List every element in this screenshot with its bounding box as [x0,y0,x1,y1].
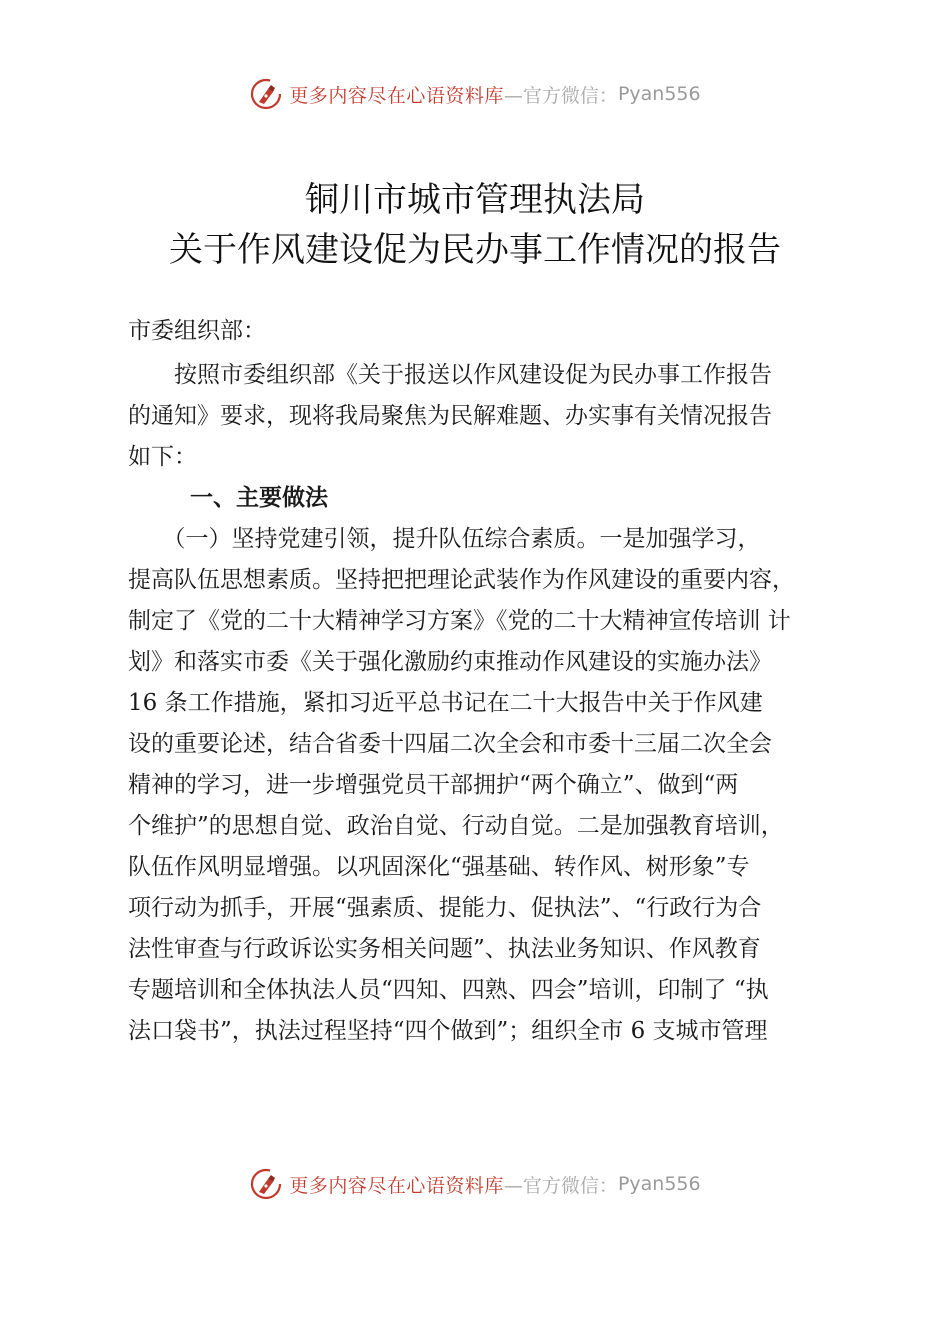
watermark-account: Pyan556 [617,83,701,105]
text-line: 按照市委组织部《关于报送以作风建设促为民办事工作报告 [128,362,772,388]
text-line: 划》和落实市委《关于强化激励约束推动作风建设的实施办法》 [128,649,772,675]
text-line: 个维护”的思想自觉、政治自觉、行动自觉。二是加强教育培训， [128,813,784,839]
watermark-header [0,74,950,114]
pen-nib-logo-icon [249,1167,283,1201]
text-line: 设的重要论述，结合省委十四届二次全会和市委十三届二次全会 [128,731,772,757]
watermark-account: Pyan556 [617,1173,701,1195]
text-line: 提高队伍思想素质。坚持把把理论武装作为作风建设的重要内容， [128,567,795,593]
text-line: 法口袋书”，执法过程坚持“四个做到”；组织全市 6 支城市管理 [128,1018,768,1044]
intro-paragraph [128,355,832,478]
watermark-separator: —官方微信： [503,84,618,107]
text-line: 16 条工作措施，紧扣习近平总书记在二十大报告中关于作风建 [128,690,763,716]
text-line: 如下： [128,444,197,470]
watermark-footer [0,1164,950,1204]
pen-nib-logo-icon [249,77,283,111]
watermark-separator: —官方微信： [503,1174,618,1197]
text-line: 精神的学习，进一步增强党员干部拥护“两个确立”、做到“两 [128,772,739,798]
text-line: 法性审查与行政诉讼实务相关问题”、执法业务知识、作风教育 [128,936,761,962]
greeting: 市委组织部： [128,318,266,344]
text-line: （一）坚持党建引领，提升队伍综合素质。一是加强学习， [128,526,761,552]
section-heading: 一、主要做法 [190,485,328,511]
text-line: 项行动为抓手，开展“强素质、提能力、促执法”、“行政行为合 [128,895,762,921]
text-line: 制定了《党的二十大精神学习方案》《党的二十大精神宣传培训 计 [128,608,791,634]
body-paragraph [128,519,832,1052]
text-line: 的通知》要求，现将我局聚焦为民解难题、办实事有关情况报告 [128,403,772,429]
watermark-text: 更多内容尽在心语资料库 [289,84,504,107]
text-line: 专题培训和全体执法人员“四知、四熟、四会”培训，印制了 “执 [128,977,769,1003]
watermark-text: 更多内容尽在心语资料库 [289,1174,504,1197]
text-line: 队伍作风明显增强。以巩固深化“强基础、转作风、树形象”专 [128,854,750,880]
document-title-line2: 关于作风建设促为民办事工作情况的报告 [169,230,781,270]
document-title-line1: 铜川市城市管理执法局 [305,180,645,220]
